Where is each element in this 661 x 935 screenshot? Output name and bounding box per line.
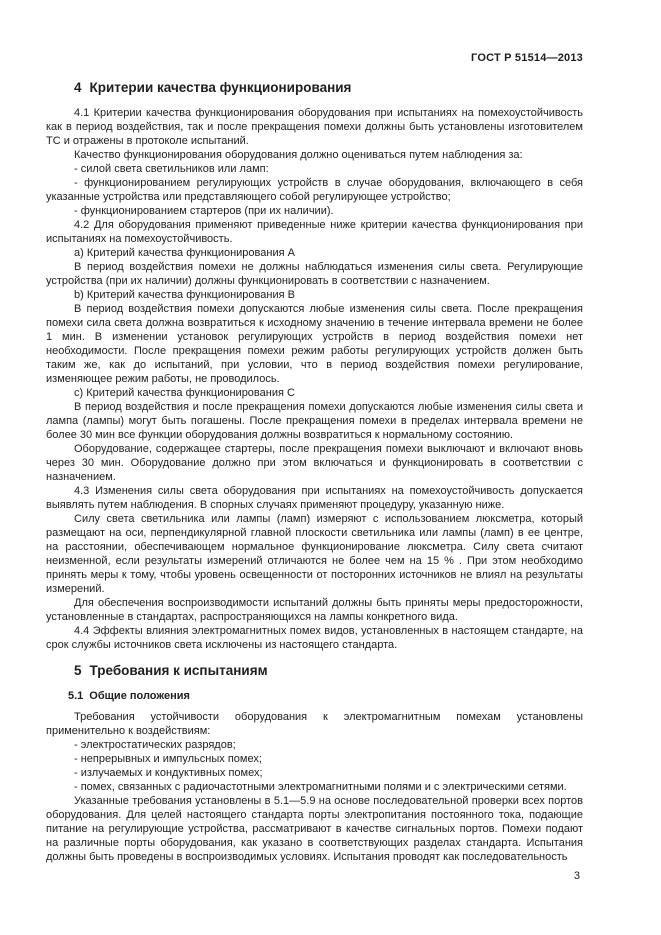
section-4-number: 4 [74,80,82,95]
list-item-radiated-conducted: - излучаемых и кондуктивных помех; [74,767,263,779]
section-5-heading [46,663,583,679]
paragraph-port-testing: Указанные требования установлены в 5.1—5.9 на основе последовательной проверки всех портов оборудования. Для целей настоящего стандарта порты электропитания постоянного тока, подающие питание на регулирующие устройства, рассматривают в качестве сигнальных портов. Помехи подают на различные порты оборудования, как указано в соответствующих разделах стандарта. Испытания должны быть проведены в воспроизводимых условиях. Испытания проводят как последовательность [46,795,583,863]
paragraph-4-1: 4.1 Критерии качества функционирования оборудования при испытаниях на помехоустойчивость как в период воздействия, так и после прекращения помехи должны быть установлены изготовителем ТС и отражены в протоколе испытаний. [46,107,583,147]
section-4-title: Критерии качества функционирования [89,80,352,95]
section-5-number: 5 [74,663,82,678]
standard-number-header: ГОСТ Р 51514—2013 [471,52,583,64]
paragraph-4-3: 4.3 Изменения силы света оборудования при испытаниях на помехоустойчивость допускается выявлять путем наблюдения. В спорных случаях применяют процедуру, указанную ниже. [46,485,583,511]
list-item-regulating-devices: - функционированием регулирующих устройств в случае оборудования, включающего в себя указанные устройства или представляющего собой регулирующее устройство; [46,177,583,203]
subsection-5-1-heading [46,689,583,703]
subsection-5-1-number: 5.1 [68,690,84,702]
subsection-5-1-title: Общие положения [89,690,190,702]
page-number: 3 [573,870,580,882]
list-item-rf-fields: - помех, связанных с радиочастотными электромагнитными полями и с электрическими сетями. [74,781,567,793]
section-5-title: Требования к испытаниям [89,663,268,678]
paragraph-starters-restart: Оборудование, содержащее стартеры, после прекращения помехи выключают и включают вновь через 30 мин. Оборудование должно при этом включаться и функционировать в соответствии с назначением. [46,443,583,483]
list-item-electrostatic: - электростатических разрядов; [74,739,236,751]
list-item-continuous-impulse: - непрерывных и импульсных помех; [74,753,262,765]
paragraph-immunity-requirements: Требования устойчивости оборудования к электромагнитным помехам установлены применительно к воздействиям: [46,711,583,737]
criterion-a-text: В период воздействия помехи не должны наблюдаться изменения силы света. Регулирующие устройства (при их наличии) должны функционировать в соответствии с назначением. [46,261,583,287]
criterion-a-label: a) Критерий качества функционирования A [74,247,295,259]
criterion-c-text: В период воздействия и после прекращения помехи допускаются любые изменения силы света и лампа (лампы) могут быть погашены. После прекращения помехи в пределах интервала времени не более 30 мин все функции оборудования должны возвратиться к нормальному состоянию. [46,401,583,441]
paragraph-observation-intro: Качество функционирования оборудования должно оцениваться путем наблюдения за: [74,149,523,161]
list-item-light-intensity: - силой света светильников или ламп: [74,163,269,175]
section-4-heading [46,80,583,96]
criterion-c-label: c) Критерий качества функционирования C [74,387,295,399]
paragraph-4-2: 4.2 Для оборудования применяют приведенные ниже критерии качества функционирования при испытаниях на помехоустойчивость. [46,219,583,245]
list-item-starters: - функционированием стартеров (при их наличии). [74,205,334,217]
paragraph-reproducibility: Для обеспечения воспроизводимости испытаний должны быть приняты меры предосторожности, установленные в стандартах, распространяющихся на лампы конкретного вида. [46,597,583,623]
paragraph-luxmeter: Силу света светильника или лампы (ламп) измеряют с использованием люксметра, который размещают на оси, перпендикулярной главной плоскости светильника или лампы (ламп) в ее центре, на расстоянии, обеспечивающем нормальное функционирование люксметра. Силу света считают неизменной, если результаты измерений отличаются не более чем на 15 % . При этом необходимо принять меры к тому, чтобы уровень освещенности от посторонних источников не влиял на результаты измерений. [46,513,583,595]
criterion-b-text: В период воздействия помехи допускаются любые изменения силы света. После прекращения помехи сила света должна возвратиться к исходному значению в течение интервала времени не более 1 мин. В изменении установок регулирующих устройств в период воздействия помехи нет необходимости. После прекращения помехи режим работы регулирующих устройств должен быть таким же, как до испытаний, при условии, что в период воздействия помехи регулирование, изменяющее режим работы, не проводилось. [46,303,583,385]
criterion-b-label: b) Критерий качества функционирования B [74,289,295,301]
paragraph-4-4: 4.4 Эффекты влияния электромагнитных помех видов, установленных в настоящем стандарте, на срок службы источников света исключены из настоящего стандарта. [46,625,583,651]
document-page [46,52,583,883]
